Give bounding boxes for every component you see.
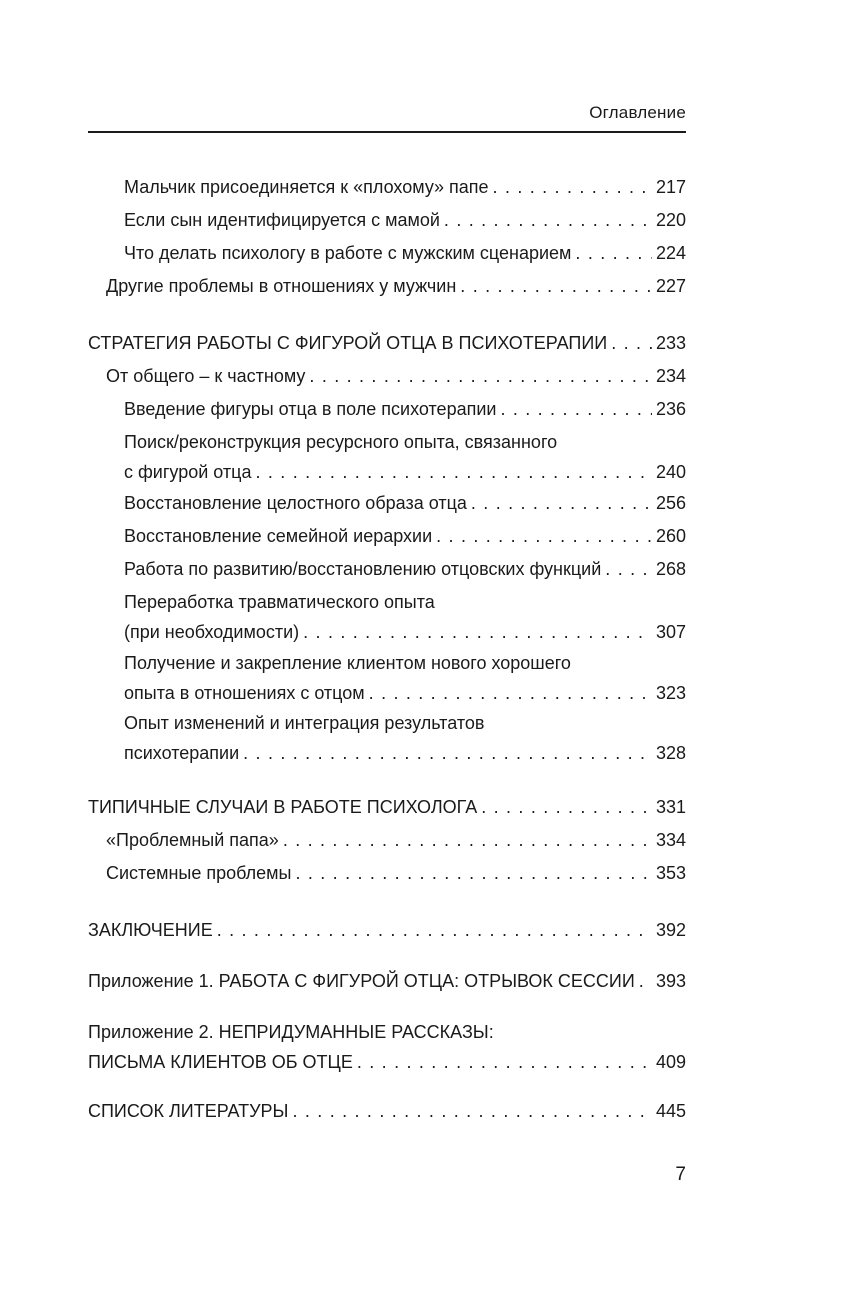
toc-entry-title: Системные проблемы (106, 863, 292, 883)
toc-entry-page: 260 (655, 526, 686, 546)
toc-dot-leader (293, 1096, 652, 1126)
toc-entry (88, 328, 686, 358)
toc-dot-leader (481, 792, 652, 822)
toc-entry-page: 445 (655, 1101, 686, 1121)
toc-entry (106, 271, 686, 301)
toc-entry-title: с фигурой отца (124, 462, 252, 482)
toc-entry-title: Получение и закрепление клиентом нового хорошего (124, 653, 571, 673)
toc-entry (106, 858, 686, 888)
toc-entry-page: 234 (655, 366, 686, 386)
toc-dot-leader (639, 966, 652, 996)
toc-entry-title: Другие проблемы в отношениях у мужчин (106, 276, 457, 296)
toc-entry-page: 409 (655, 1052, 686, 1072)
toc-entry-page: 220 (655, 210, 686, 230)
toc-entry (106, 361, 686, 391)
toc-dot-leader (436, 521, 652, 551)
toc-dot-leader (460, 271, 652, 301)
toc-entry-title: Работа по развитию/восстановлению отцовских функций (124, 559, 602, 579)
toc-entry-title: Опыт изменений и интеграция результатов (124, 713, 485, 733)
toc-entry (124, 648, 686, 708)
toc-entry (106, 825, 686, 855)
toc-entry-page: 353 (655, 863, 686, 883)
toc-dot-leader (369, 678, 652, 708)
toc-dot-leader (444, 205, 652, 235)
toc-dot-leader (217, 915, 652, 945)
toc-entry (124, 427, 686, 487)
toc-entry-title: ТИПИЧНЫЕ СЛУЧАИ В РАБОТЕ ПСИХОЛОГА (88, 797, 478, 817)
toc-entry-page: 256 (655, 493, 686, 513)
running-header-title: Оглавление (589, 103, 686, 122)
toc-entry (88, 966, 686, 996)
toc-entry-page: 393 (655, 971, 686, 991)
toc-dot-leader (243, 738, 652, 768)
toc-entry-title: Что делать психологу в работе с мужским сценарием (124, 243, 572, 263)
toc-entry (124, 708, 686, 768)
toc-dot-leader (309, 361, 652, 391)
toc-dot-leader (357, 1047, 652, 1077)
toc-entry-page: 331 (655, 797, 686, 817)
toc-dot-leader (500, 394, 652, 424)
toc-entry-page: 328 (655, 743, 686, 763)
toc-entry-title: Переработка травматического опыта (124, 592, 435, 612)
header-rule (88, 131, 686, 133)
toc-entry-title: ЗАКЛЮЧЕНИЕ (88, 920, 213, 940)
toc-entry-page: 392 (655, 920, 686, 940)
toc-entry-page: 268 (655, 559, 686, 579)
toc-entry (88, 1096, 686, 1126)
toc-entry-title: (при необходимости) (124, 622, 300, 642)
toc-entry-page: 334 (655, 830, 686, 850)
toc-entry-title: Восстановление семейной иерархии (124, 526, 433, 546)
toc-entry-title: СТРАТЕГИЯ РАБОТЫ С ФИГУРОЙ ОТЦА В ПСИХОТЕРАПИИ (88, 333, 608, 353)
toc-entry-page: 224 (655, 243, 686, 263)
toc-entry-title: «Проблемный папа» (106, 830, 279, 850)
toc-entry (88, 792, 686, 822)
toc-entry (124, 521, 686, 551)
toc-entry (124, 238, 686, 268)
toc-entry (124, 205, 686, 235)
toc-entry-page: 233 (655, 333, 686, 353)
toc-entry-page: 236 (655, 399, 686, 419)
toc-entry-title: Введение фигуры отца в поле психотерапии (124, 399, 497, 419)
toc-entry-title: Если сын идентифицируется с мамой (124, 210, 440, 230)
toc-entry (124, 587, 686, 647)
toc-dot-leader (605, 554, 652, 584)
toc-entry-page: 307 (655, 622, 686, 642)
toc-entry-page: 227 (655, 276, 686, 296)
toc-entry-title: ПИСЬМА КЛИЕНТОВ ОБ ОТЦЕ (88, 1052, 353, 1072)
toc-entry (124, 394, 686, 424)
toc-entry-title: От общего – к частному (106, 366, 306, 386)
toc-entry-title: психотерапии (124, 743, 240, 763)
toc-dot-leader (303, 617, 652, 647)
toc-dot-leader (283, 825, 652, 855)
toc-dot-leader (295, 858, 651, 888)
toc-entry-title: СПИСОК ЛИТЕРАТУРЫ (88, 1101, 289, 1121)
toc-entry-title: опыта в отношениях с отцом (124, 683, 365, 703)
toc-dot-leader (256, 457, 652, 487)
toc-entry-page: 323 (655, 683, 686, 703)
toc-entry-title: Приложение 1. РАБОТА С ФИГУРОЙ ОТЦА: ОТРЫВОК СЕССИИ (88, 971, 635, 991)
toc-dot-leader (611, 328, 652, 358)
page-number: 7 (675, 1164, 686, 1185)
toc-entry (88, 1017, 686, 1077)
toc-entry-page: 240 (655, 462, 686, 482)
toc-entry (124, 172, 686, 202)
toc-entry (88, 915, 686, 945)
toc-entry (124, 554, 686, 584)
toc-dot-leader (575, 238, 652, 268)
toc-dot-leader (493, 172, 652, 202)
toc-entry-title: Мальчик присоединяется к «плохому» папе (124, 177, 489, 197)
toc-entry-title: Восстановление целостного образа отца (124, 493, 467, 513)
toc-entry-title: Приложение 2. НЕПРИДУМАННЫЕ РАССКАЗЫ: (88, 1022, 494, 1042)
toc-entry (124, 488, 686, 518)
toc-entry-title: Поиск/реконструкция ресурсного опыта, связанного (124, 432, 558, 452)
toc-dot-leader (471, 488, 652, 518)
toc-entry-page: 217 (655, 177, 686, 197)
